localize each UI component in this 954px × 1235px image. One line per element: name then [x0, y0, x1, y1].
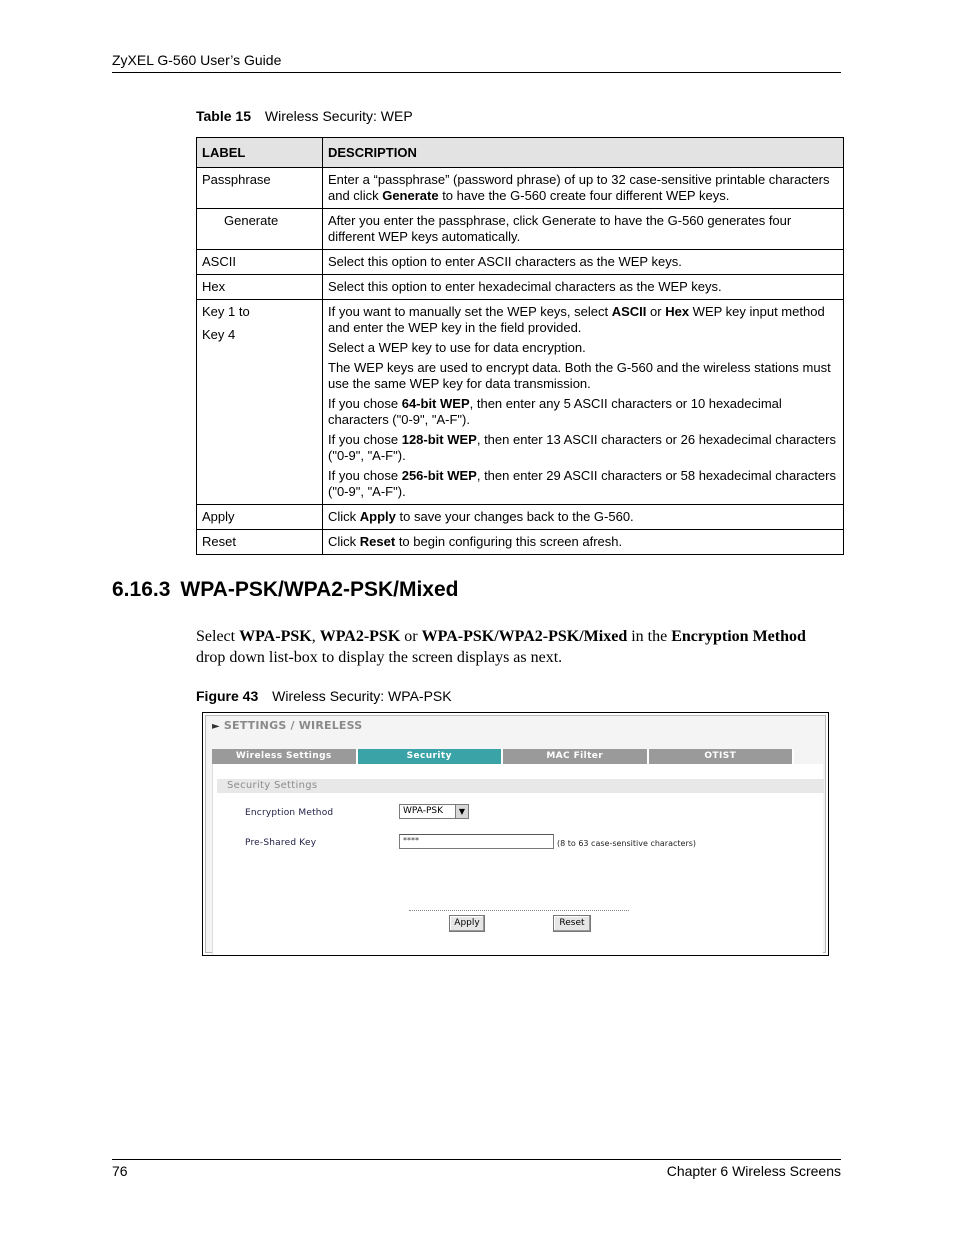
row-label-text: Key 1 to: [202, 304, 250, 319]
screen-title-text: SETTINGS / WIRELESS: [223, 719, 363, 732]
section-number: 6.16.3: [112, 578, 171, 601]
emphasis-text: Reset: [359, 534, 396, 549]
table-row: [197, 209, 844, 250]
row-label-text: Hex: [202, 279, 226, 294]
security-settings-band: Security Settings: [217, 779, 824, 793]
emphasis-text: ASCII: [611, 304, 647, 319]
row-label: [197, 275, 323, 300]
description-paragraph: [328, 468, 838, 500]
row-label: [197, 505, 323, 530]
description-paragraph: [328, 509, 838, 525]
description-text: to save your changes back to the G-560.: [395, 509, 634, 524]
description-text: , then enter 29 ASCII characters or 58 hexadecimal characters ("0-9", "A-F").: [328, 468, 836, 499]
tab-otist[interactable]: OTIST: [649, 749, 795, 764]
description-paragraph: [328, 304, 838, 336]
table-row: [197, 530, 844, 555]
description-text: If you want to manually set the WEP keys, select: [328, 304, 612, 319]
description-text: After you enter the passphrase, click Generate to have the G-560 generates four different WEP keys automatically.: [328, 213, 792, 244]
table-row: [197, 275, 844, 300]
description-text: or: [646, 304, 666, 319]
description-text: Click: [328, 534, 360, 549]
description-text: WEP key input method and enter the WEP key in the field provided.: [328, 304, 825, 335]
body-text: ,: [311, 628, 320, 645]
security-panel: [212, 764, 823, 955]
emphasis-text: 128-bit WEP: [401, 432, 477, 447]
body-text: drop down list-box to display the screen displays as next.: [196, 649, 563, 666]
section-heading: [112, 578, 458, 602]
row-label: [197, 168, 323, 209]
row-label: [197, 250, 323, 275]
tab-bar: [212, 749, 794, 764]
table-header-row: [197, 138, 844, 168]
arrow-right-icon: ►: [212, 721, 220, 732]
running-footer: [112, 1159, 841, 1179]
pre-shared-key-input[interactable]: ****: [399, 834, 554, 849]
emphasis-text: 256-bit WEP: [401, 468, 477, 483]
emphasis-text: Generate: [382, 188, 439, 203]
description-paragraph: [328, 172, 838, 204]
encryption-method-select[interactable]: [399, 804, 469, 819]
running-header: [112, 52, 841, 73]
divider: [409, 910, 629, 911]
chapter-title: Chapter 6 Wireless Screens: [666, 1163, 841, 1179]
description-paragraph: [328, 534, 838, 550]
description-text: If you chose: [328, 432, 402, 447]
body-text: or: [400, 628, 422, 645]
tab-security[interactable]: Security: [358, 749, 504, 764]
table-caption-title: Wireless Security: WEP: [264, 108, 413, 124]
figure-caption: [196, 688, 452, 704]
emphasis-text: Hex: [665, 304, 690, 319]
tab-wireless-settings[interactable]: Wireless Settings: [212, 749, 358, 764]
figure-caption-title: Wireless Security: WPA-PSK: [272, 688, 452, 704]
description-paragraph: [328, 396, 838, 428]
row-label-text: Passphrase: [202, 172, 271, 187]
guide-title: ZyXEL G-560 User’s Guide: [112, 52, 282, 68]
description-paragraph: [328, 360, 838, 392]
description-paragraph: [328, 340, 838, 356]
emphasis-text: Apply: [359, 509, 396, 524]
row-label-text: Apply: [202, 509, 235, 524]
pre-shared-key-hint: (8 to 63 case-sensitive characters): [557, 839, 697, 848]
description-paragraph: [328, 254, 838, 270]
encryption-method-value: WPA-PSK: [403, 806, 443, 816]
row-label: [197, 300, 323, 505]
row-description: [323, 300, 844, 505]
description-text: , then enter 13 ASCII characters or 26 hexadecimal characters ("0-9", "A-F").: [328, 432, 836, 463]
reset-button[interactable]: Reset: [553, 915, 591, 932]
description-paragraph: [328, 279, 838, 295]
row-description: [323, 168, 844, 209]
description-text: Enter a “passphrase” (password phrase) of up to 32 case-sensitive printable characters and click: [328, 172, 830, 203]
pre-shared-key-label: Pre-Shared Key: [245, 838, 317, 848]
row-description: [323, 209, 844, 250]
column-header-label: LABEL: [197, 138, 323, 168]
page-number: 76: [112, 1163, 128, 1179]
emphasis-text: WPA2-PSK: [319, 628, 401, 645]
body-text: in the: [627, 628, 672, 645]
figure-caption-label: Figure 43: [196, 688, 259, 704]
emphasis-text: 64-bit WEP: [401, 396, 470, 411]
description-text: Select this option to enter hexadecimal characters as the WEP keys.: [328, 279, 722, 294]
screen-frame: [205, 715, 826, 953]
row-label: [197, 209, 323, 250]
section-title: WPA-PSK/WPA2-PSK/Mixed: [180, 578, 459, 601]
description-paragraph: [328, 432, 838, 464]
column-header-description: DESCRIPTION: [323, 138, 844, 168]
row-description: [323, 505, 844, 530]
encryption-method-label: Encryption Method: [245, 808, 334, 818]
wpa-psk-screenshot: [202, 712, 829, 956]
description-text: Select this option to enter ASCII characters as the WEP keys.: [328, 254, 682, 269]
table-body: [197, 168, 844, 555]
screen-title: [212, 719, 362, 732]
description-paragraph: [328, 213, 838, 245]
description-text: Click: [328, 509, 360, 524]
body-text: Select: [196, 628, 240, 645]
emphasis-text: WPA-PSK/WPA2-PSK/Mixed: [421, 628, 628, 645]
table-row: [197, 250, 844, 275]
description-text: Select a WEP key to use for data encryption.: [328, 340, 586, 355]
description-text: , then enter any 5 ASCII characters or 10 hexadecimal characters ("0-9", "A-F").: [328, 396, 782, 427]
body-paragraph: [196, 626, 816, 668]
table-row: [197, 300, 844, 505]
description-text: The WEP keys are used to encrypt data. Both the G-560 and the wireless stations must use the same WEP key for data transmission.: [328, 360, 831, 391]
row-description: [323, 250, 844, 275]
tab-mac-filter[interactable]: MAC Filter: [503, 749, 649, 764]
apply-button[interactable]: Apply: [449, 915, 485, 932]
row-label-text: Key 4: [202, 327, 236, 342]
row-label-text: Generate: [224, 213, 279, 228]
description-text: If you chose: [328, 396, 402, 411]
emphasis-text: WPA-PSK: [239, 628, 312, 645]
row-label-text: ASCII: [202, 254, 236, 269]
dropdown-arrow-icon[interactable]: ▼: [455, 805, 468, 818]
row-description: [323, 275, 844, 300]
table-row: [197, 505, 844, 530]
wep-table: [196, 137, 844, 555]
table-caption: [196, 108, 413, 124]
row-label-text: Reset: [202, 534, 236, 549]
row-description: [323, 530, 844, 555]
section-body-text: [196, 626, 816, 668]
table-row: [197, 168, 844, 209]
description-text: If you chose: [328, 468, 402, 483]
row-label: [197, 530, 323, 555]
description-text: to have the G-560 create four different WEP keys.: [438, 188, 730, 203]
description-text: to begin configuring this screen afresh.: [395, 534, 623, 549]
table-caption-label: Table 15: [196, 108, 251, 124]
emphasis-text: Encryption Method: [671, 628, 806, 645]
